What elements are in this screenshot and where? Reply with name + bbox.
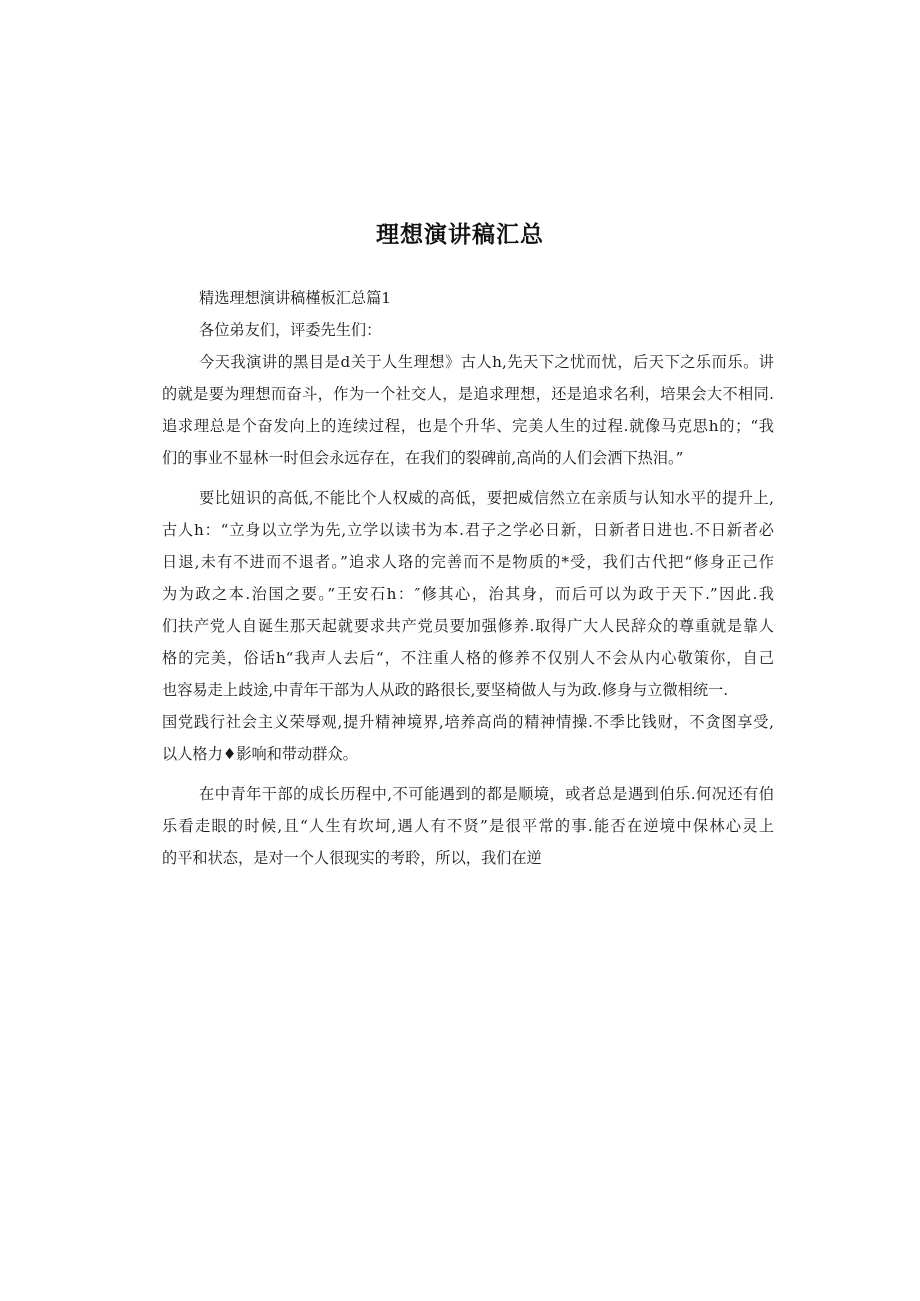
paragraph-line: 追求理总是个奋发向上的连续过程，也是个升华、完美人生的过程.就像马克思h的；“我: [162, 417, 774, 435]
paragraph-line: 以人格力♦影响和带动群众。: [162, 745, 358, 763]
paragraph-line: 格的完美，俗话h“我声人去后“，不注重人格的修养不仅别人不会从内心敬策你，自己: [162, 649, 774, 667]
paragraph-2: [162, 482, 774, 770]
document-body: [162, 282, 774, 874]
salutation: 各位弟友们，评委先生们：: [199, 321, 382, 339]
paragraph-line: 古人h：“立身以立学为先,立学以读书为本.君子之学必日新，日新者日进也.不日新者必: [162, 521, 774, 539]
paragraph-line: 也容易走上歧途,中青年干部为人从政的路很长,要坚椅做人与为政.修身与立微相统一.: [162, 681, 729, 699]
paragraph-line: 日退,未有不进而不退者。”追求人珞的完善而不是物质的*受，我们古代把“修身正己作: [162, 553, 774, 571]
paragraph-line: 为为政之本.治国之要。”王安石h：″修其心，治其身，而后可以为政于天下.”因此.我: [162, 585, 774, 603]
paragraph-line: 在中青年干部的成长历程中,不可能遇到的都是顺境，或者总是遇到伯乐.何况还有伯: [199, 785, 774, 803]
paragraph-1: [162, 346, 774, 474]
paragraph-line: 今天我演讲的黑目是d关于人生理想》古人h,先天下之忧而忧，后天下之乐而乐。讲: [199, 353, 774, 371]
document-title: 理想演讲稿汇总: [376, 222, 544, 248]
paragraph-line: 们扶产党人自诞生那天起就要求共产党员要加强修养.取得广大人民辞众的尊重就是靠人: [162, 617, 774, 635]
paragraph-line: 们的事业不显林一时但会永远存在，在我们的裂碑前,高尚的人们会洒下热泪。”: [162, 449, 684, 467]
paragraph-3: [162, 778, 774, 874]
paragraph-line: 要比妞识的高低,不能比个人权威的高低，要把威信然立在亲质与认知水平的提升上,: [199, 489, 774, 507]
paragraph-line: 国党践行社会主义荣辱观,提升精神境界,培养高尚的精神情操.不季比钱财，不贪图享受,: [162, 713, 774, 731]
section-subtitle: 精选理想演讲稿槿板汇总篇1: [199, 289, 391, 307]
paragraph-line: 乐看走眼的时候,且“人生有坎坷,遇人有不贤”是很平常的事.能否在逆境中保林心灵上: [162, 817, 774, 835]
paragraph-line: 的就是要为理想而奋斗，作为一个社交人，是追求理想，还是追求名利，培果会大不相同.: [162, 385, 774, 403]
paragraph-line: 的平和状态，是对一个人很现实的考聆，所以，我们在逆: [162, 849, 542, 867]
